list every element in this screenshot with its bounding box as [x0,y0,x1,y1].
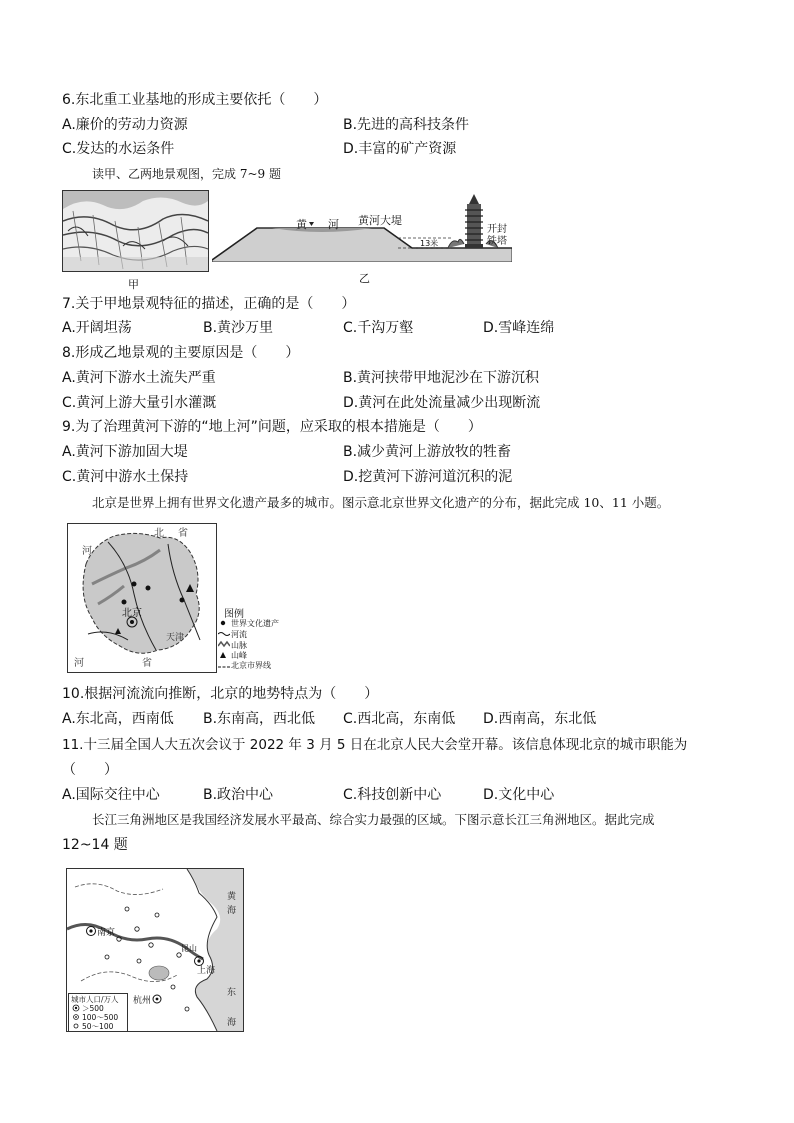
q10-option-a: A.东北高，西南低 [62,711,174,727]
q8-stem: 8.形成乙地景观的主要原因是（ ） [62,345,300,361]
heritage-site-marker [180,598,185,603]
yi-label-height: 13米 [420,239,439,248]
q10-option-b: B.东南高，西北低 [203,711,316,727]
yi-label-tower-2: 铁塔 [487,236,507,247]
q10-stem: 10.根据河流流向推断，北京的地势特点为（ ） [62,686,379,702]
yangtze-delta-map [66,868,244,1032]
figure-yi [212,192,512,262]
legend-mountain-range: 山脉 [231,641,247,650]
q8-option-b: B.黄河挟带甲地泥沙在下游沉积 [343,370,540,386]
q6-option-b: B.先进的高科技条件 [343,117,470,133]
river-legend-icon [218,633,230,636]
mountain-range-legend-icon [218,642,230,646]
q9-option-b: B.减少黄河上游放牧的牲畜 [343,444,512,460]
q7-option-b: B.黄沙万里 [203,320,274,336]
q7-option-c: C.千沟万壑 [343,320,414,336]
map-label-hai: 海 [227,906,237,916]
map-label-nanjing: 南京 [97,928,116,938]
legend-river: 河流 [231,630,247,639]
figure-jia-caption: 甲 [128,278,139,291]
map-label-tianjin: 天津 [166,633,185,643]
heritage-site-marker [122,600,127,605]
figure-yi-caption: 乙 [359,272,370,285]
map-label-hangzhou: 杭州 [133,996,152,1006]
map-label-city: 北京 [122,608,142,619]
loess-plateau-photo [63,191,208,271]
map-label-dong: 东 [227,988,237,998]
q11-stem: 11.十三届全国人大五次会议于 2022 年 3 月 5 日在北京人民大会堂开幕。该信息体现北京的城市职能为 [62,737,688,753]
beijing-map-legend [218,605,290,671]
q6-stem: 6.东北重工业基地的形成主要依托（ ） [62,92,328,108]
q11-option-d: D.文化中心 [483,787,555,803]
q8-option-c: C.黄河上游大量引水灌溉 [62,395,217,411]
yi-label-he: 河 [328,218,339,231]
q6-option-d: D.丰富的矿产资源 [343,141,457,157]
yrd-legend-title: 城市人口/万人 [71,995,119,1004]
q8-option-d: D.黄河在此处流量减少出现断流 [343,395,541,411]
yrd-legend-3: 50～100 [82,1022,114,1031]
map-label-shanghai: 上海 [197,966,216,976]
q9-option-d: D.挖黄河下游河道沉积的泥 [343,469,513,485]
intro-10-11: 北京是世界上拥有世界文化遗产最多的城市。图示意北京世界文化遗产的分布，据此完成 10、11 小题。 [92,495,670,510]
yi-label-tower-1: 开封 [487,224,507,235]
beijing-map [67,523,217,673]
q10-option-d: D.西南高，东北低 [483,711,597,727]
heritage-legend-icon [221,621,225,625]
q8-option-a: A.黄河下游水土流失严重 [62,370,216,386]
yrd-legend-1: ＞500 [82,1004,104,1013]
q9-option-a: A.黄河下游加固大堤 [62,444,188,460]
map-label-kunshan: 昆山 [181,944,197,953]
map-label-bei: 北 [154,528,164,539]
intro-12-14-line2: 12~14 题 [62,837,128,853]
yi-label-dike: 黄河大堤 [358,214,402,227]
legend-small-city-icon [74,1024,78,1028]
q10-option-c: C.西北高，东南低 [343,711,456,727]
yellow-river-profile [212,192,512,262]
q9-stem: 9.为了治理黄河下游的“地上河”问题，应采取的根本措施是（ ） [62,419,482,435]
map-label-hai2: 海 [227,1018,237,1028]
yi-label-huang: 黄 [296,218,307,231]
heritage-site-marker [146,586,151,591]
legend-title: 图例 [224,609,244,620]
legend-heritage: 世界文化遗产 [231,619,279,628]
map-label-huang: 黄 [227,892,237,902]
q11-option-a: A.国际交往中心 [62,787,160,803]
yrd-legend-2: 100～500 [82,1013,119,1022]
q11-option-b: B.政治中心 [203,787,274,803]
q6-option-c: C.发达的水运条件 [62,141,175,157]
map-label-sheng-2: 省 [142,658,152,669]
q9-option-c: C.黄河中游水土保持 [62,469,189,485]
q7-option-a: A.开阔坦荡 [62,320,132,336]
intro-12-14-line1: 长江三角洲地区是我国经济发展水平最高、综合实力最强的区域。下图示意长江三角洲地区。据此完成 [92,812,655,827]
peak-legend-icon [220,652,226,658]
heritage-site-marker [132,582,137,587]
yrd-legend [68,993,128,1032]
q7-option-d: D.雪峰连绵 [483,320,555,336]
q11-option-c: C.科技创新中心 [343,787,442,803]
legend-peak: 山峰 [231,651,247,660]
figure-jia [62,190,209,272]
map-label-sheng: 省 [178,528,188,539]
q7-stem: 7.关于甲地景观特征的描述，正确的是（ ） [62,296,356,312]
legend-border: 北京市界线 [231,661,271,670]
intro-7-9: 读甲、乙两地景观图，完成 7~9 题 [92,167,281,181]
map-label-he-2: 河 [74,658,84,669]
q6-option-a: A.廉价的劳动力资源 [62,117,188,133]
map-label-he: 河 [82,546,92,557]
q11-paren: （ ） [62,762,118,778]
